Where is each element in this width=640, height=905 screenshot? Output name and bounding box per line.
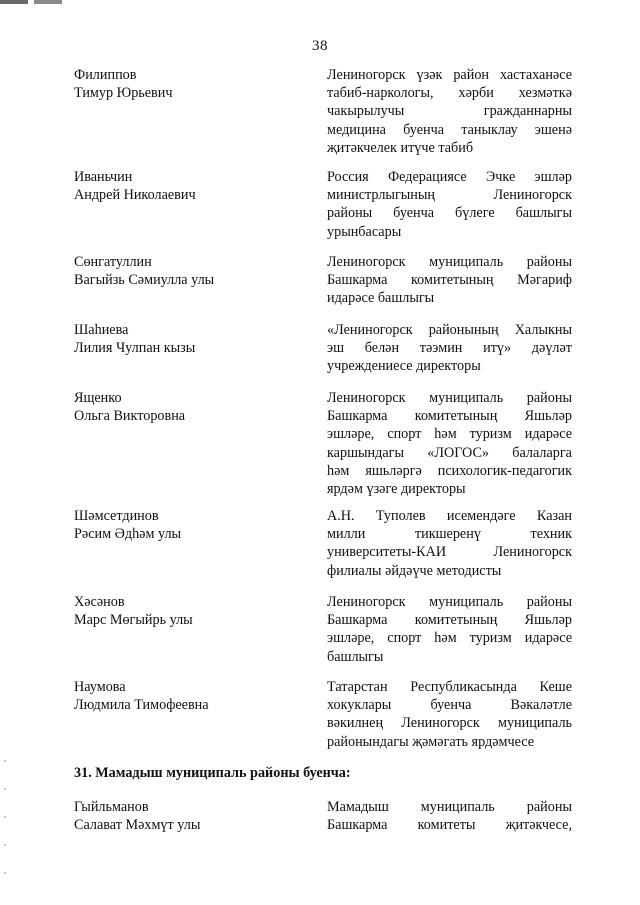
member-position xyxy=(327,168,572,241)
scan-margin-dots xyxy=(4,760,6,900)
member-given-names: Марс Мөгыйрь улы xyxy=(74,612,193,629)
member-surname: Шаһиева xyxy=(74,322,129,338)
position-line: хокуклары буенча Вәкаләтле xyxy=(327,697,572,714)
member-given-names: Андрей Николаевич xyxy=(74,187,196,204)
position-line: эшләре, спорт һәм туризм идарәсе xyxy=(327,426,572,443)
section-heading: 31. Мамадыш муниципаль районы буенча: xyxy=(74,765,351,781)
position-line: Лениногорск үзәк район хастаханәсе xyxy=(327,67,572,83)
member-surname: Гыйльманов xyxy=(74,799,149,815)
position-line: Башкарма комитетының Яшьләр xyxy=(327,408,572,425)
position-line: Мамадыш муниципаль районы xyxy=(327,799,572,815)
position-line: һәм яшьләргә психологик-педагогик xyxy=(327,462,572,479)
member-surname: Филиппов xyxy=(74,67,137,83)
member-position xyxy=(327,507,572,580)
position-line: каршындагы «ЛОГОС» балаларга xyxy=(327,444,572,461)
member-surname: Иваньчин xyxy=(74,169,133,185)
member-position xyxy=(327,389,572,498)
position-line: милли тикшеренү техник xyxy=(327,526,572,543)
position-line: Башкарма комитеты җитәкчесе, xyxy=(327,817,572,834)
scan-edge-mark xyxy=(0,0,62,4)
position-line: Лениногорск муниципаль районы xyxy=(327,254,572,270)
position-line: университеты-КАИ Лениногорск xyxy=(327,544,572,561)
position-line: «Лениногорск районының Халыкны xyxy=(327,322,572,338)
member-name xyxy=(74,168,304,204)
position-line: Россия Федерациясе Эчке эшләр xyxy=(327,169,572,185)
member-position xyxy=(327,678,572,751)
member-name xyxy=(74,798,304,834)
position-line: филиалы әйдәүче методисты xyxy=(327,562,502,579)
member-name xyxy=(74,678,304,714)
member-position xyxy=(327,798,572,834)
position-line: Башкарма комитетының Яшьләр xyxy=(327,612,572,629)
position-line: эш белән тәэмин итү» дәүләт xyxy=(327,340,572,357)
member-given-names: Лилия Чулпан кызы xyxy=(74,340,196,357)
member-position xyxy=(327,593,572,666)
member-given-names: Рәсим Әдһәм улы xyxy=(74,526,182,543)
member-surname: Наумова xyxy=(74,679,126,695)
position-line: башлыгы xyxy=(327,648,384,665)
position-line: медицина буенча таныклау эшенә xyxy=(327,121,572,138)
position-line: ярдәм үзәге директоры xyxy=(327,481,466,498)
position-line: эшләре, спорт һәм туризм идарәсе xyxy=(327,630,572,647)
member-name xyxy=(74,253,304,289)
member-name xyxy=(74,321,304,357)
member-given-names: Вагыйзь Сәмиулла улы xyxy=(74,272,215,289)
position-line: вәкилнең Лениногорск муниципаль xyxy=(327,715,572,732)
position-line: Лениногорск муниципаль районы xyxy=(327,594,572,610)
member-position xyxy=(327,321,572,376)
position-line: районы буенча бүлеге башлыгы xyxy=(327,205,572,222)
member-name xyxy=(74,389,304,425)
position-line: учреждениесе директоры xyxy=(327,358,481,375)
member-surname: Сөнгатуллин xyxy=(74,254,152,270)
member-given-names: Салават Мәхмүт улы xyxy=(74,817,201,834)
member-surname: Ященко xyxy=(74,390,122,406)
member-surname: Шәмсетдинов xyxy=(74,508,159,524)
member-given-names: Людмила Тимофеевна xyxy=(74,697,209,714)
member-name xyxy=(74,507,304,543)
position-line: табиб-наркологы, хәрби хезмәткә xyxy=(327,85,572,102)
member-given-names: Тимур Юрьевич xyxy=(74,85,173,102)
position-line: урынбасары xyxy=(327,223,402,240)
member-name xyxy=(74,593,304,629)
position-line: идарәсе башлыгы xyxy=(327,290,435,307)
position-line: җитәкчелек итүче табиб xyxy=(327,139,474,156)
member-position xyxy=(327,66,572,157)
position-line: министрлыгының Лениногорск xyxy=(327,187,572,204)
position-line: Лениногорск муниципаль районы xyxy=(327,390,572,406)
member-surname: Хәсәнов xyxy=(74,594,125,610)
member-position xyxy=(327,253,572,308)
member-given-names: Ольга Викторовна xyxy=(74,408,186,425)
position-line: А.Н. Туполев исемендәге Казан xyxy=(327,508,572,524)
page-number: 38 xyxy=(312,38,328,54)
position-line: Башкарма комитетының Мәгариф xyxy=(327,272,572,289)
position-line: районындагы җәмәгать ярдәмчесе xyxy=(327,733,535,750)
position-line: Татарстан Республикасында Кеше xyxy=(327,679,572,695)
position-line: чакырылучы гражданнарны xyxy=(327,103,572,120)
member-name xyxy=(74,66,304,102)
